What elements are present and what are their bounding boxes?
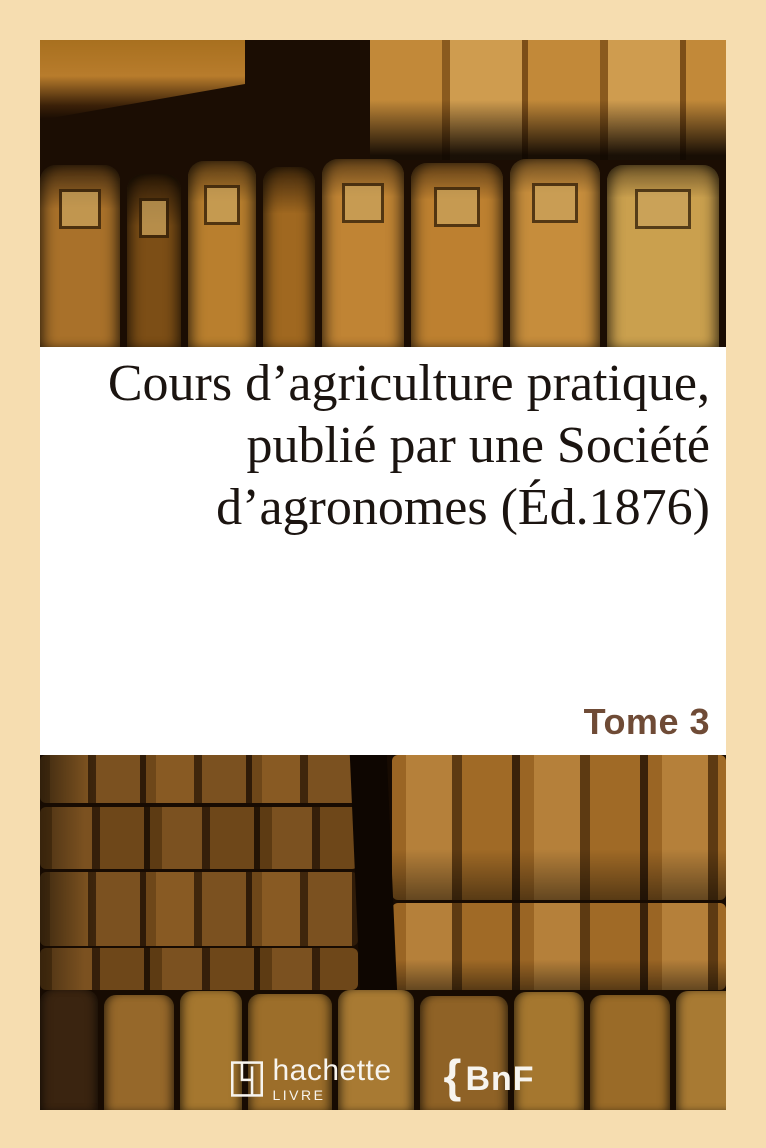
book-spine (127, 174, 181, 347)
bnf-bracket-icon: { (443, 1050, 462, 1102)
spine-label (139, 198, 169, 238)
spine-label (204, 185, 240, 225)
book-stack-row (40, 948, 358, 990)
cover-photo-bottom (40, 755, 726, 1110)
hachette-livre-logo (231, 1056, 391, 1102)
hachette-wordmark: hachette (272, 1054, 392, 1087)
book-spine (188, 161, 256, 347)
title-band (40, 347, 726, 755)
book-spine (263, 167, 315, 347)
upper-shelf-right (370, 40, 726, 160)
book-spine (607, 165, 719, 347)
book-spine (40, 165, 120, 347)
cover-photo-top (40, 40, 726, 347)
book-spine (322, 159, 404, 347)
title-line-1: Cours d’agriculture pratique, (107, 355, 710, 412)
spine-label (342, 183, 384, 223)
book-stack-row (40, 807, 358, 869)
book-stack-row (392, 903, 726, 990)
title-line-3: d’agronomes (Éd.1876) (216, 479, 710, 536)
book-spine (510, 159, 600, 347)
spine-label (434, 187, 480, 227)
hachette-wordmark-block (272, 1056, 391, 1102)
book-spine (411, 163, 503, 347)
spine-label (635, 189, 690, 229)
upper-shelf-left (40, 40, 245, 120)
bnf-wordmark: BnF (465, 1059, 535, 1098)
hachette-monogram-icon (231, 1061, 263, 1097)
book-spine-row (40, 159, 726, 347)
spine-label (532, 183, 578, 223)
bnf-logo (443, 1050, 535, 1102)
book-stack-row (40, 755, 358, 803)
book-title (108, 353, 710, 539)
hachette-livre-subline: LIVRE (272, 1087, 326, 1103)
spine-label (59, 189, 100, 229)
book-stack-row (40, 872, 358, 946)
book-stack-row (392, 755, 726, 900)
publisher-logos (40, 1050, 726, 1103)
title-line-2: publié par une Société (246, 417, 710, 474)
tome-label: Tome 3 (583, 701, 710, 742)
